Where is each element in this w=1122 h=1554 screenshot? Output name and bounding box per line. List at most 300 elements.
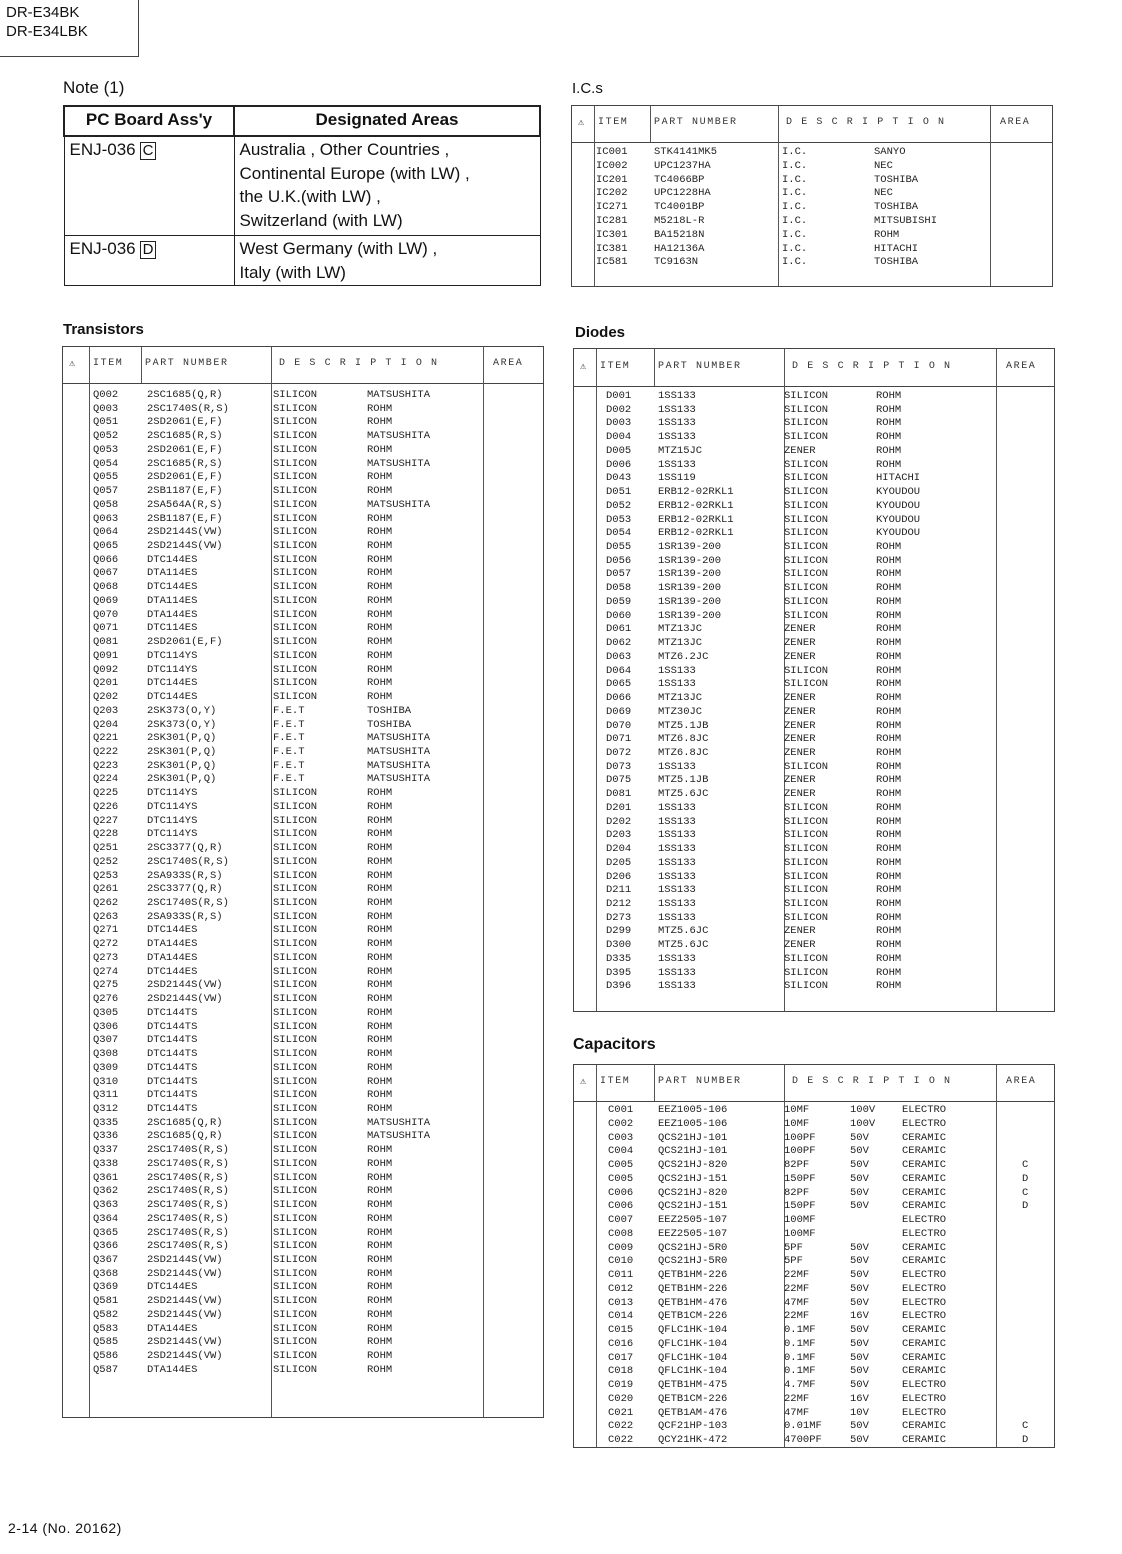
description: SILICON — [273, 677, 318, 690]
column-divider — [654, 349, 655, 386]
area-line: Switzerland (with LW) — [239, 210, 403, 230]
maker: ROHM — [876, 870, 902, 883]
table-row — [574, 390, 1054, 404]
description: SILICON — [273, 800, 318, 813]
item: D075 — [606, 774, 632, 787]
table-row — [63, 540, 543, 554]
part-number: TC4066BP — [654, 173, 705, 186]
item: D060 — [606, 609, 632, 622]
part-number: DTA114ES — [147, 567, 198, 580]
table-row — [574, 404, 1054, 418]
warning-icon: ⚠ — [578, 118, 585, 129]
table-row — [574, 1159, 1054, 1173]
table-row — [574, 829, 1054, 843]
description: ZENER — [784, 692, 816, 705]
item: Q227 — [93, 814, 119, 827]
maker: KYOUDOU — [876, 486, 921, 499]
item: Q276 — [93, 993, 119, 1006]
part-number: ERB12-02RKL1 — [658, 499, 734, 512]
value: 10MF — [784, 1104, 810, 1116]
part-number: 2SC1740S(R,S) — [147, 1171, 229, 1184]
table-row — [63, 1268, 543, 1282]
description: SILICON — [784, 527, 829, 540]
voltage: 50V — [850, 1200, 869, 1213]
maker: ROHM — [367, 1295, 393, 1308]
part-number: 1SR139-200 — [658, 568, 722, 581]
item: IC201 — [596, 173, 628, 186]
description: ZENER — [784, 774, 816, 787]
value: 5PF — [784, 1255, 803, 1268]
table-row — [63, 1021, 543, 1035]
item: C004 — [608, 1145, 634, 1158]
type: CERAMIC — [902, 1365, 947, 1378]
maker: ROHM — [367, 663, 393, 676]
header-area: AREA — [1006, 1076, 1037, 1087]
area: C — [1022, 1186, 1029, 1199]
area-line: Continental Europe (with LW) , — [239, 163, 470, 183]
description: SILICON — [273, 828, 318, 841]
maker: ROHM — [367, 1226, 393, 1239]
description: SILICON — [273, 814, 318, 827]
item: Q225 — [93, 787, 119, 800]
maker: ROHM — [367, 842, 393, 855]
description: SILICON — [273, 649, 318, 662]
part-number: DTC144TS — [147, 1048, 198, 1061]
type: ELECTRO — [902, 1104, 947, 1116]
table-row — [63, 1089, 543, 1103]
type: ELECTRO — [902, 1406, 947, 1419]
item: D056 — [606, 554, 632, 567]
table-row — [574, 1269, 1054, 1283]
description: SILICON — [273, 1267, 318, 1280]
part-number: QETB1HM-475 — [658, 1379, 728, 1391]
table-row — [63, 1007, 543, 1021]
maker: ROHM — [876, 746, 902, 759]
description: SILICON — [273, 1308, 318, 1321]
part-number: 2SC1740S(R,S) — [147, 1212, 229, 1225]
item: Q222 — [93, 745, 119, 758]
table-row — [574, 857, 1054, 871]
part-number: 2SD2144S(VW) — [147, 1350, 223, 1363]
maker: ROHM — [367, 814, 393, 827]
maker: ROHM — [876, 898, 902, 910]
description: SILICON — [273, 1061, 318, 1074]
item: IC001 — [596, 146, 628, 158]
table-row — [63, 1130, 543, 1144]
description: SILICON — [273, 402, 318, 415]
maker: ROHM — [367, 416, 393, 429]
part-number: QFLC1HK-104 — [658, 1324, 728, 1336]
description: F.E.T — [273, 704, 305, 717]
part-number: DTA144ES — [147, 608, 198, 621]
description: SILICON — [273, 993, 318, 1006]
item: Q367 — [93, 1253, 119, 1266]
table-row — [574, 706, 1054, 720]
item: Q262 — [93, 897, 119, 909]
table-row — [574, 1379, 1054, 1393]
description: ZENER — [784, 637, 816, 650]
part-number: 1SS133 — [658, 664, 696, 677]
maker: ROHM — [876, 884, 902, 897]
maker: MATSUSHITA — [367, 457, 431, 470]
table-row — [574, 733, 1054, 747]
table-row — [574, 1242, 1054, 1256]
description: ZENER — [784, 925, 816, 938]
table-row — [574, 610, 1054, 624]
item: D051 — [606, 486, 632, 499]
maker: MITSUBISHI — [874, 215, 938, 227]
item: Q003 — [93, 402, 119, 415]
area-line: West Germany (with LW) , — [239, 239, 438, 258]
header-part-number: PART NUMBER — [145, 358, 229, 369]
table-row — [574, 1200, 1054, 1214]
value: 4700PF — [784, 1434, 822, 1446]
description: I.C. — [782, 159, 808, 172]
voltage: 10V — [850, 1406, 869, 1419]
table-header — [63, 347, 543, 384]
table-row — [574, 898, 1054, 912]
part-number: 2SC1740S(R,S) — [147, 1240, 229, 1253]
part-number: 1SS133 — [658, 390, 696, 402]
diodes-title: Diodes — [575, 324, 626, 341]
part-number: 2SC3377(Q,R) — [147, 883, 223, 896]
part-number: QCY21HK-472 — [658, 1434, 728, 1446]
description: ZENER — [784, 705, 816, 718]
description: SILICON — [273, 471, 318, 484]
table-row — [574, 816, 1054, 830]
description: SILICON — [273, 910, 318, 923]
table-row — [63, 1227, 543, 1241]
part-number: DTA144ES — [147, 938, 198, 951]
part-number: 2SC1740S(R,S) — [147, 1157, 229, 1170]
part-number: MTZ13JC — [658, 637, 703, 650]
header-item: ITEM — [600, 1076, 631, 1087]
value: 100MF — [784, 1227, 816, 1240]
table-row — [63, 1309, 543, 1323]
value: 150PF — [784, 1172, 816, 1185]
table-row — [63, 938, 543, 952]
table-row — [574, 1214, 1054, 1228]
part-number: 1SS133 — [658, 431, 696, 444]
description: SILICON — [273, 1075, 318, 1088]
table-row — [63, 1144, 543, 1158]
description: I.C. — [782, 173, 808, 186]
maker: ROHM — [367, 787, 393, 800]
item: IC271 — [596, 201, 628, 214]
diodes-table — [573, 348, 1055, 1012]
part-number: 1SS133 — [658, 403, 696, 416]
part-number: 2SA933S(R,S) — [147, 869, 223, 882]
maker: ROHM — [367, 1075, 393, 1088]
table-row — [574, 678, 1054, 692]
part-number: 1SS133 — [658, 966, 696, 979]
header-item: ITEM — [598, 117, 629, 128]
model-name-1: DR-E34BK — [6, 4, 80, 21]
table-row — [63, 581, 543, 595]
description: SILICON — [784, 486, 829, 499]
maker: ROHM — [367, 951, 393, 964]
area-line: Australia , Other Countries , — [239, 140, 450, 159]
part-number: TC9163N — [654, 256, 699, 269]
item: D202 — [606, 815, 632, 828]
maker: ROHM — [367, 402, 393, 415]
part-number: MTZ5.1JB — [658, 774, 709, 787]
table-row — [63, 403, 543, 417]
part-number: MTZ15JC — [658, 444, 703, 457]
table-row — [574, 1324, 1054, 1338]
description: SILICON — [784, 499, 829, 512]
type: ELECTRO — [902, 1296, 947, 1309]
item: Q581 — [93, 1295, 119, 1308]
maker: TOSHIBA — [367, 704, 412, 717]
table-row — [574, 1310, 1054, 1324]
part-number: QCS21HJ-820 — [658, 1159, 728, 1171]
item: C022 — [608, 1420, 634, 1433]
description: SILICON — [273, 1253, 318, 1266]
table-row — [574, 1104, 1054, 1118]
capacitors-title: Capacitors — [573, 1036, 656, 1053]
part-number: QFLC1HK-104 — [658, 1351, 728, 1364]
description: SILICON — [273, 1157, 318, 1170]
description: SILICON — [273, 622, 318, 635]
table-row — [574, 843, 1054, 857]
item: D005 — [606, 444, 632, 457]
item: D205 — [606, 856, 632, 869]
item: D203 — [606, 829, 632, 842]
table-row — [63, 567, 543, 581]
part-number: 2SD2144S(VW) — [147, 1308, 223, 1321]
part-number: QCS21HJ-101 — [658, 1145, 728, 1158]
description: SILICON — [273, 1322, 318, 1335]
table-row — [63, 966, 543, 980]
value: 22MF — [784, 1282, 810, 1295]
part-number: EEZ1005-106 — [658, 1117, 728, 1130]
maker: ROHM — [876, 390, 902, 402]
description: SILICON — [273, 965, 318, 978]
item: D300 — [606, 939, 632, 952]
maker: ROHM — [367, 540, 393, 553]
table-row — [574, 1283, 1054, 1297]
maker: ROHM — [367, 1171, 393, 1184]
maker: ROHM — [876, 609, 902, 622]
description: SILICON — [273, 1034, 318, 1047]
item: C022 — [608, 1434, 634, 1446]
part-number: EEZ1005-106 — [658, 1104, 728, 1116]
item: Q054 — [93, 457, 119, 470]
header-description: D E S C R I P T I O N — [786, 117, 946, 128]
part-number: 1SR139-200 — [658, 554, 722, 567]
item: D206 — [606, 870, 632, 883]
table-row — [574, 623, 1054, 637]
maker: TOSHIBA — [874, 256, 919, 269]
item: Q067 — [93, 567, 119, 580]
item: Q055 — [93, 471, 119, 484]
item: D299 — [606, 925, 632, 938]
maker: ROHM — [876, 719, 902, 732]
part-number: 2SK301(P,Q) — [147, 773, 217, 786]
part-number: 2SD2144S(VW) — [147, 1295, 223, 1308]
table-row — [574, 1132, 1054, 1146]
table-row — [63, 979, 543, 993]
table-row — [63, 842, 543, 856]
maker: ROHM — [367, 553, 393, 566]
description: SILICON — [273, 1295, 318, 1308]
item: Q582 — [93, 1308, 119, 1321]
part-number: 1SR139-200 — [658, 595, 722, 608]
part-number: HA12136A — [654, 242, 705, 255]
part-number: 1SS133 — [658, 884, 696, 897]
maker: ROHM — [876, 595, 902, 608]
maker: ROHM — [367, 938, 393, 951]
part-number: 2SC1740S(R,S) — [147, 1199, 229, 1212]
part-number: DTC114YS — [147, 649, 198, 662]
model-box — [0, 0, 139, 57]
maker: ROHM — [367, 993, 393, 1006]
type: CERAMIC — [902, 1241, 947, 1254]
table-row — [574, 651, 1054, 665]
part-number: 2SB1187(E,F) — [147, 512, 223, 525]
part-number: 2SK301(P,Q) — [147, 732, 217, 745]
maker: ROHM — [876, 925, 902, 938]
maker: ROHM — [367, 691, 393, 704]
table-row — [574, 1173, 1054, 1187]
description: SILICON — [784, 403, 829, 416]
item: D064 — [606, 664, 632, 677]
table-row — [63, 1048, 543, 1062]
description: SILICON — [784, 829, 829, 842]
table-row — [574, 500, 1054, 514]
table-row — [63, 1062, 543, 1076]
part-number: 2SA564A(R,S) — [147, 498, 223, 511]
type: ELECTRO — [902, 1310, 947, 1323]
table-row — [63, 1158, 543, 1172]
part-number: DTA144ES — [147, 951, 198, 964]
part-number: MTZ6.8JC — [658, 746, 709, 759]
item: Q223 — [93, 759, 119, 772]
part-number: DTC144ES — [147, 924, 198, 937]
note-row — [64, 136, 540, 236]
description: ZENER — [784, 733, 816, 746]
maker: ROHM — [367, 869, 393, 882]
item: D201 — [606, 801, 632, 814]
description: SILICON — [273, 567, 318, 580]
table-row — [574, 788, 1054, 802]
part-number: M5218L-R — [654, 215, 705, 227]
table-row — [63, 1103, 543, 1117]
type: CERAMIC — [902, 1337, 947, 1350]
description: SILICON — [273, 663, 318, 676]
description: SILICON — [273, 1363, 318, 1376]
table-row — [63, 1240, 543, 1254]
part-number: QETB1AM-476 — [658, 1406, 728, 1419]
table-row — [63, 458, 543, 472]
description: F.E.T — [273, 732, 305, 745]
table-row — [63, 1213, 543, 1227]
description: F.E.T — [273, 745, 305, 758]
description: SILICON — [784, 390, 829, 402]
description: F.E.T — [273, 759, 305, 772]
maker: ROHM — [876, 856, 902, 869]
part-number: DTC144ES — [147, 1281, 198, 1294]
part-number: DTC144ES — [147, 691, 198, 704]
part-number: QETB1HM-226 — [658, 1282, 728, 1295]
type: ELECTRO — [902, 1379, 947, 1391]
table-row — [63, 732, 543, 746]
part-number: 2SK301(P,Q) — [147, 745, 217, 758]
maker: ROHM — [367, 1034, 393, 1047]
maker: ROHM — [367, 1212, 393, 1225]
maker: TOSHIBA — [367, 718, 412, 731]
table-row — [63, 1254, 543, 1268]
description: SILICON — [273, 581, 318, 594]
description: SILICON — [273, 526, 318, 539]
item: D212 — [606, 898, 632, 910]
description: SILICON — [784, 582, 829, 595]
description: SILICON — [784, 554, 829, 567]
type: CERAMIC — [902, 1131, 947, 1144]
table-row — [63, 801, 543, 815]
item: Q307 — [93, 1034, 119, 1047]
item: Q272 — [93, 938, 119, 951]
ics-title: I.C.s — [572, 80, 603, 97]
header-area: AREA — [1000, 117, 1031, 128]
part-number: 1SS133 — [658, 815, 696, 828]
item: Q311 — [93, 1089, 119, 1102]
description: ZENER — [784, 650, 816, 663]
part-number: EEZ2505-107 — [658, 1214, 728, 1226]
maker: ROHM — [367, 581, 393, 594]
part-number: QETB1CM-226 — [658, 1392, 728, 1405]
part-number: 2SD2061(E,F) — [147, 416, 223, 429]
part-number: 2SA933S(R,S) — [147, 910, 223, 923]
table-header — [574, 1065, 1054, 1102]
part-number: 2SK373(O,Y) — [147, 718, 217, 731]
page-number: 2-14 (No. 20162) — [8, 1520, 122, 1536]
item: D069 — [606, 705, 632, 718]
voltage: 50V — [850, 1282, 869, 1295]
type: ELECTRO — [902, 1227, 947, 1240]
part-number: 2SC1685(R,S) — [147, 457, 223, 470]
description: SILICON — [273, 594, 318, 607]
table-row — [63, 911, 543, 925]
item: C013 — [608, 1296, 634, 1309]
item: Q263 — [93, 910, 119, 923]
part-number: 1SR139-200 — [658, 582, 722, 595]
value: 22MF — [784, 1269, 810, 1281]
table-row — [572, 160, 1052, 174]
voltage: 50V — [850, 1420, 869, 1433]
item: Q583 — [93, 1322, 119, 1335]
item: Q363 — [93, 1199, 119, 1212]
maker: MATSUSHITA — [367, 745, 431, 758]
table-row — [572, 187, 1052, 201]
part-number: QCS21HJ-151 — [658, 1172, 728, 1185]
part-number: MTZ13JC — [658, 623, 703, 636]
maker: ROHM — [367, 471, 393, 484]
part-number: 1SS133 — [658, 678, 696, 691]
part-number: 1SS119 — [658, 472, 696, 485]
value: 100PF — [784, 1145, 816, 1158]
description: SILICON — [784, 815, 829, 828]
maker: ROHM — [367, 526, 393, 539]
part-number: QETB1CM-226 — [658, 1310, 728, 1323]
part-number: DTC144TS — [147, 1075, 198, 1088]
part-number: 2SK301(P,Q) — [147, 759, 217, 772]
table-row — [574, 541, 1054, 555]
item: C005 — [608, 1159, 634, 1171]
header-item: ITEM — [93, 358, 124, 369]
header-part-number: PART NUMBER — [658, 1076, 742, 1087]
